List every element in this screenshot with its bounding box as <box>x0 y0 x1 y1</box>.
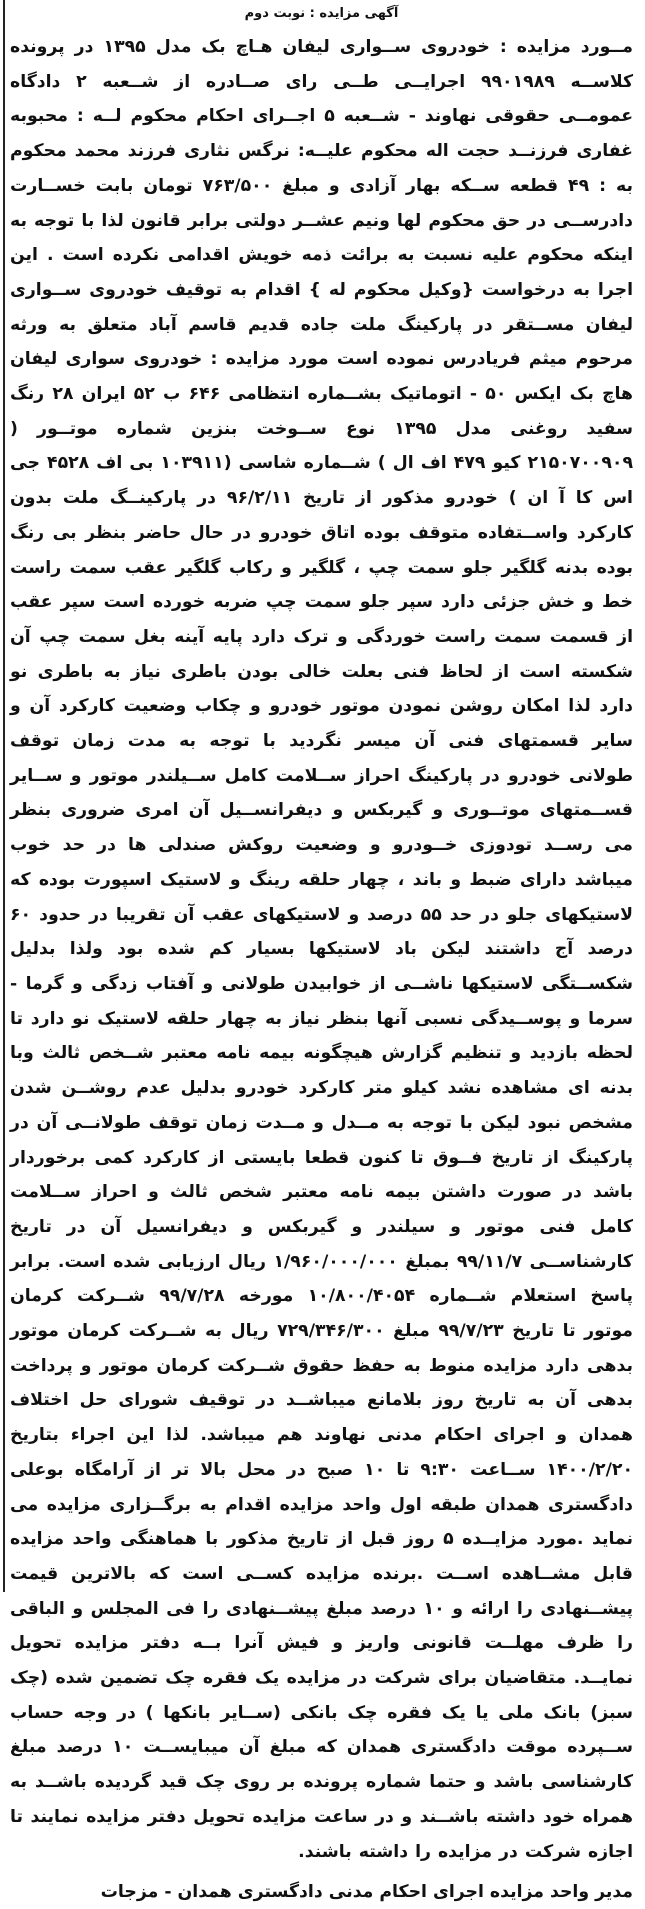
notice-body: مــورد مزایده : خودروی ســواری لیفان هـاچ بک مدل ۱۳۹۵ در پرونده کلاســه ۹۹۰۱۹۸۹ اجرایــی طــی رای صــادره از شــعبه ۲ دادگاه عمومــی حقوقی نهاوند - شــعبه ۵ اجــرای احکام محکوم لــه : محبوبه غفاری فرزنــد حجت اله محکوم علیــه: نرگس نثاری فرزند محمد محکوم به : ۴۹ قطعه ســکه بهار آزادی و مبلغ ۷۶۳/۵۰۰ تومان بابت خســارت دادرســی در حق محکوم لها ونیم عشــر دولتی برابر قانون لذا با توجه به اینکه محکوم علیه نسبت به برائت ذمه خویش اقدامی نکرده است . این اجرا به درخواست {وکیل محکوم له } اقدام به توقیف خودروی ســواری لیفان مســتقر در پارکینگ ملت جاده قدیم قاسم آباد متعلق به ورثه مرحوم میثم فریادرس نموده است مورد مزایده : خودروی سواری لیفان هاچ بک ایکس ۵۰ - اتوماتیک بشــماره انتظامی ۶۴۶ ب ۵۲ ایران ۲۸ رنگ سفید روغنی مدل ۱۳۹۵ نوع ســوخت بنزین شماره موتــور ( ۲۱۵۰۷۰۰۹۰۹ کیو ۴۷۹ اف ال ) شــماره شاسی (۱۰۳۹۱۱ بی اف ۴۵۲۸ جی اس کا آ ان ) خودرو مذکور از تاریخ ۹۶/۲/۱۱ در پارکینــگ ملت بدون کارکرد واســتفاده متوقف بوده اتاق خودرو در حال حاضر بنظر بی رنگ بوده بدنه گلگیر جلو سمت چپ ، گلگیر و رکاب گلگیر عقب سمت راست خط و خش جزئی دارد سپر جلو سمت چپ ضربه خورده است سپر عقب از قسمت سمت راست خوردگی و ترک دارد پایه آینه بغل سمت چپ آن شکسته است از لحاظ فنی بعلت خالی بودن باطری نیاز به باطری نو دارد لذا امکان روشن نمودن موتور خودرو و چکاب وضعیت کارکرد آن و سایر قسمتهای فنی آن میسر نگردید با توجه به مدت زمان توقف طولانی خودرو در پارکینگ احراز ســلامت کامل ســیلندر موتور و ســایر قســمتهای موتــوری و گیربکس و دیفرانســیل آن امری ضروری بنظر می رســد تودوزی خــودرو و وضعیت روکش صندلی ها در حد خوب میباشد دارای ضبط و باند ، چهار حلقه رینگ و لاستیک اسپورت بوده که لاستیکهای جلو در حد ۵۵ درصد و لاستیکهای عقب آن تقریبا در حدود ۶۰ درصد آج داشتند لیکن باد لاستیکها بسیار کم شده بود ولذا بدلیل شکســتگی لاستیکها ناشــی از خوابیدن طولانی و آفتاب زدگی و گرما - سرما و پوســیدگی نسبی آنها بنظر نیاز به چهار حلقه لاستیک نو دارد تا لحظه بازدید و تنظیم گزارش هیچگونه بیمه نامه معتبر شــخص ثالث وبا بدنه ای مشاهده نشد کیلو متر کارکرد خودرو بدلیل عدم روشــن شدن مشخص نبود لیکن با توجه به مــدل و مــدت زمان توقف طولانــی آن در پارکینگ از تاریخ فــوق تا کنون قطعا بایستی از کارکرد کمی برخوردار باشد در صورت داشتن بیمه نامه معتبر شخص ثالث و احراز ســلامت کامل فنی موتور و سیلندر و گیربکس و دیفرانسیل آن در تاریخ کارشناســی ۹۹/۱۱/۷ بمبلغ ۱/۹۶۰/۰۰۰/۰۰۰ ریال ارزیابی شده است. برابر پاسخ استعلام شــماره ۱۰/۸۰۰/۴۰۵۴ مورخه ۹۹/۷/۲۸ شــرکت کرمان موتور تا تاریخ ۹۹/۷/۲۳ مبلغ ۷۲۹/۳۴۶/۳۰۰ ریال به شــرکت کرمان موتور بدهی دارد مزایده منوط به حفظ حقوق شــرکت کرمان موتور و پرداخت بدهی آن به تاریخ روز بلامانع میباشــد در توقیف شورای حل اختلاف همدان و اجرای احکام مدنی نهاوند هم میباشد. لذا این اجراء بتاریخ ۱۴۰۰/۲/۲۰ ســاعت ۹:۳۰ تا ۱۰ صبح در محل بالا تر از آرامگاه بوعلی دادگستری همدان طبقه اول واحد مزایده اقدام به برگــزاری مزایده می نماید .مورد مزایــده ۵ روز قبل از تاریخ مذکور با هماهنگی واحد مزایده قابل مشــاهده اســت .برنده مزایده کســی است که بالاترین قیمت پیشــنهادی را ارائه و ۱۰ درصد مبلغ پیشــنهادی را فی المجلس و الباقی را ظرف مهلــت قانونی واریز و فیش آنرا بــه دفتر مزایده تحویل نمایــد. متقاضیان برای شرکت در مزایده یک فقره چک تضمین شده (چک سبز) بانک ملی یا یک فقره چک بانکی (ســایر بانکها ) در وجه حساب ســپرده موقت دادگستری همدان که مبلغ آن میبایســت ۱۰ درصد مبلغ کارشناسی باشد و حتما شماره پرونده بر روی چک قید گردیده باشــد به همراه خود داشته باشــند و در ساعت مزایده تحویل دفتر مزایده نمایند تا اجازه شرکت در مزایده را داشته باشند. <box>10 37 634 1862</box>
column-divider <box>3 0 5 1592</box>
notice-signature: مدیر واحد مزایده اجرای احکام مدنی دادگستری همدان - مزجات <box>100 1882 633 1903</box>
notice-title: آگهی مزایده : نوبت دوم <box>244 6 399 21</box>
